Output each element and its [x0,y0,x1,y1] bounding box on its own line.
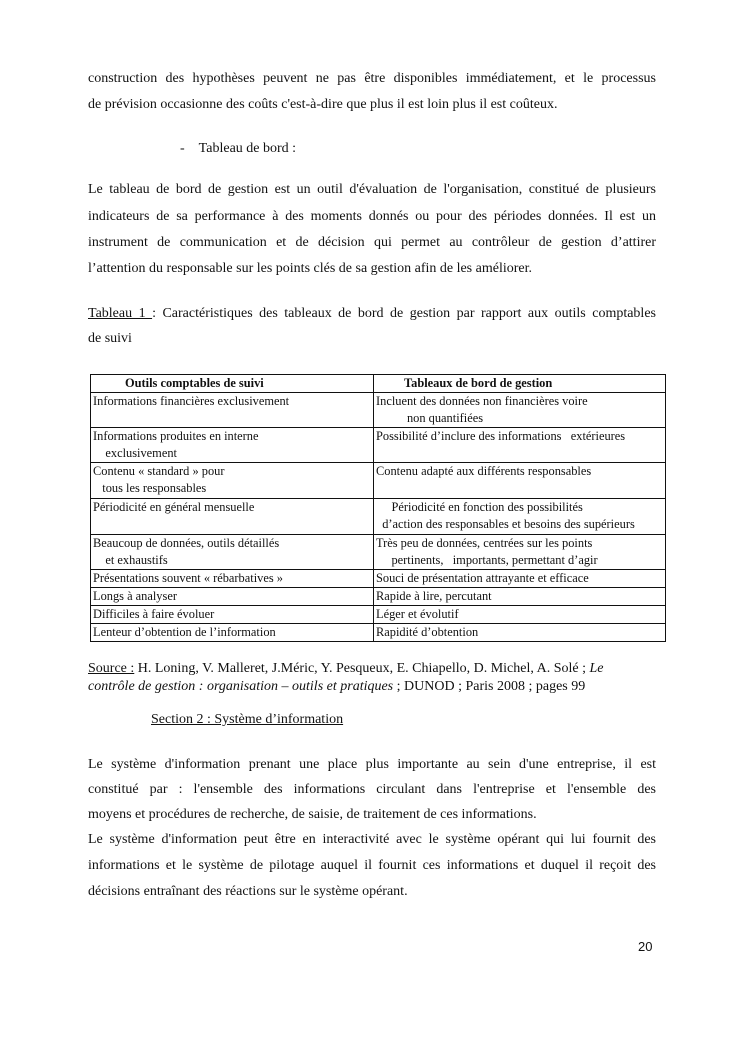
bullet-heading [180,140,744,158]
caption-text: : Caractéristiques des tableaux de bord de gestion par rapport aux outils comptables [152,306,656,321]
source-label: Source : [88,661,135,676]
table-row [91,535,666,570]
accounting-tool-cell: Difficiles à faire évoluer [91,606,374,624]
dashboard-cell: Léger et évolutif [374,606,666,624]
table-row [91,570,666,588]
bullet-marker: - [180,141,185,156]
paragraph-line: Le tableau de bord de gestion est un outil d'évaluation de l'organisation, constitué de plusieurs [88,182,656,197]
caption-line2: de suivi [88,331,132,346]
table-header: Tableaux de bord de gestion [374,375,666,393]
paragraph-line: l’attention du responsable sur les points clés de sa gestion afin de les améliorer. [88,261,532,276]
section-heading: Section 2 : Système d’information [151,712,344,727]
accounting-tool-cell: Périodicité en général mensuelle [91,499,374,535]
table-row [91,624,666,642]
dashboard-cell: Rapide à lire, percutant [374,588,666,606]
caption-label: Tableau 1 [88,306,153,321]
dashboard-cell: Périodicité en fonction des possibilités d’action des responsables et besoins des supérieurs [374,499,666,535]
dashboard-cell: Incluent des données non financières voire non quantifiées [374,393,666,428]
paragraph-line: indicateurs de sa performance à des moments donnés ou pour des périodes données. Il est un [88,209,656,224]
paragraph-line: Le système d'information prenant une place plus importante au sein d'une entreprise, il est [88,757,656,772]
paragraph-line: décisions entraînant des réactions sur le système opérant. [88,884,408,899]
dashboard-cell: Possibilité d’inclure des informations extérieures [374,428,666,463]
table-row [91,463,666,499]
dashboard-cell: Souci de présentation attrayante et efficace [374,570,666,588]
comparison-table [90,374,666,642]
table-row [91,393,666,428]
paragraph-line: moyens et procédures de recherche, de saisie, de traitement de ces informations. [88,807,537,822]
page-number: 20 [638,939,653,954]
paragraph-line: de prévision occasionne des coûts c'est-à-dire que plus il est loin plus il est coûteux. [88,97,558,112]
source-title: Le [589,661,604,676]
source-authors: H. Loning, V. Malleret, J.Méric, Y. Pesqueux, E. Chiapello, D. Michel, A. Solé ; [134,661,590,676]
paragraph-line: construction des hypothèses peuvent ne pas être disponibles immédiatement, et le processus [88,71,656,86]
source-line [88,660,656,678]
source-title: contrôle de gestion : organisation – outils et pratiques [88,679,394,694]
table-row [91,588,666,606]
source-line [88,678,656,696]
accounting-tool-cell: Longs à analyser [91,588,374,606]
source-publisher: ; DUNOD ; Paris 2008 ; pages 99 [393,679,586,694]
paragraph-line: instrument de communication et de décision qui permet au contrôleur de gestion d’attirer [88,235,656,250]
dashboard-cell: Contenu adapté aux différents responsables [374,463,666,499]
accounting-tool-cell: Informations financières exclusivement [91,393,374,428]
paragraph-line: constitué par : l'ensemble des informations circulant dans l'entreprise et l'ensemble des [88,782,656,797]
table-row [91,499,666,535]
accounting-tool-cell: Lenteur d’obtention de l’information [91,624,374,642]
accounting-tool-cell: Contenu « standard » pour tous les responsables [91,463,374,499]
paragraph-line: Le système d'information peut être en interactivité avec le système opérant qui lui fournit des [88,832,656,847]
dashboard-cell: Rapidité d’obtention [374,624,666,642]
accounting-tool-cell: Présentations souvent « rébarbatives » [91,570,374,588]
table-row [91,428,666,463]
bullet-text: Tableau de bord : [198,141,297,156]
accounting-tool-cell: Beaucoup de données, outils détaillés et exhaustifs [91,535,374,570]
table-row [91,606,666,624]
paragraph-line: informations et le système de pilotage auquel il fournit ces informations et duquel il reçoit des [88,858,656,873]
dashboard-cell: Très peu de données, centrées sur les points pertinents, importants, permettant d’agir [374,535,666,570]
accounting-tool-cell: Informations produites en interne exclusivement [91,428,374,463]
table-header: Outils comptables de suivi [91,375,374,393]
table-caption [88,305,656,323]
